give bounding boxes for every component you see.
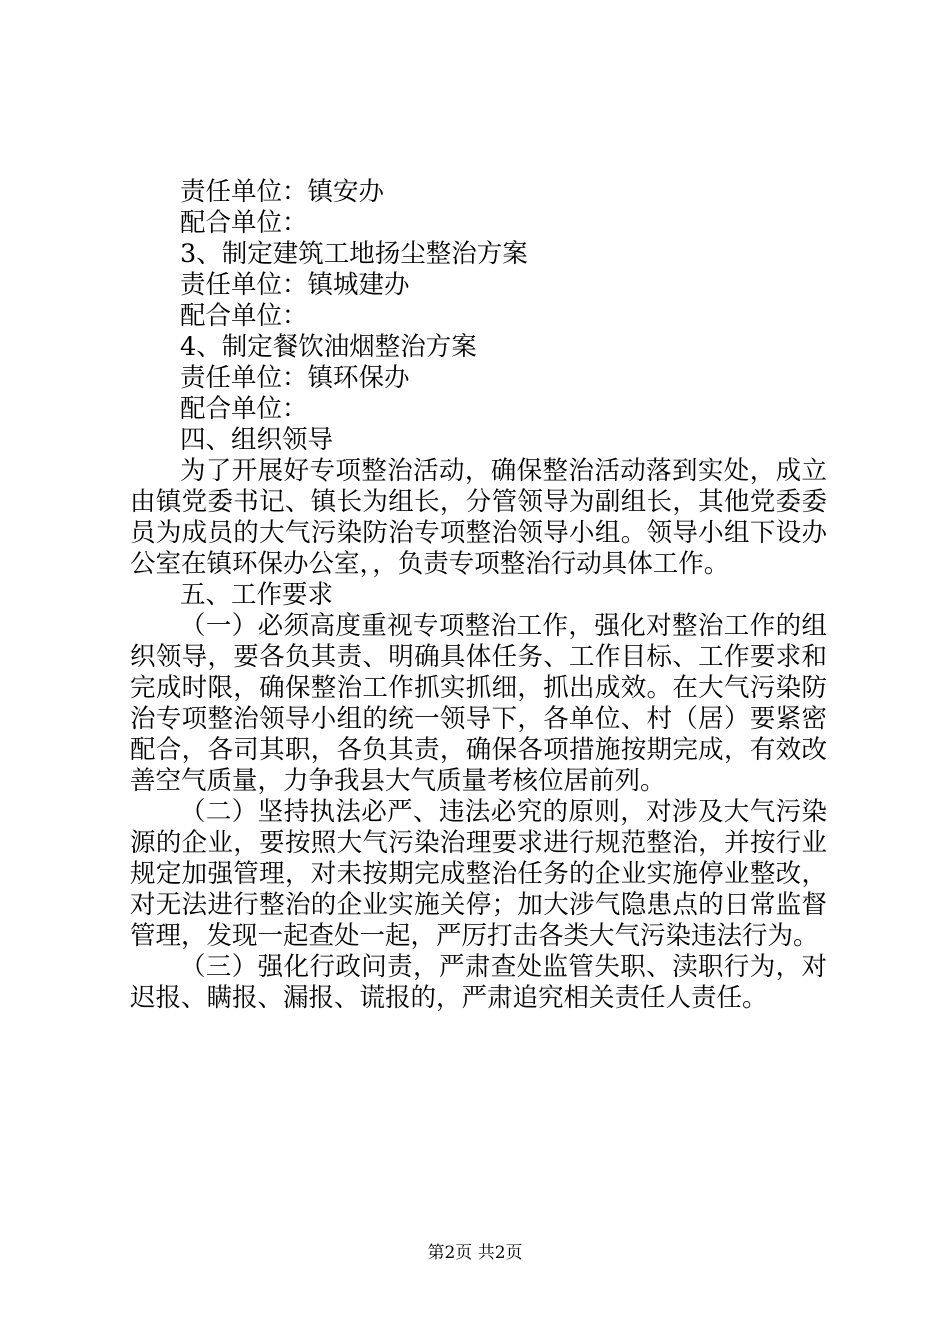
item-4-heading: 4、制定餐饮油烟整治方案 — [180, 332, 477, 362]
requirement-3-line: （三）强化行政问责，严肃查处监管失职、渎职行为，对 — [180, 952, 827, 982]
section-4-heading: 四、组织领导 — [180, 425, 334, 455]
requirement-1-line: 织领导，要各负其责、明确具体任务、工作目标、工作要求和 — [130, 642, 827, 672]
requirement-2-line: 对无法进行整治的企业实施关停；加大涉气隐患点的日常监督 — [130, 890, 827, 920]
responsible-unit-environment: 责任单位：镇环保办 — [180, 363, 410, 393]
requirement-2-line: 管理，发现一起查处一起，严厉打击各类大气污染违法行为。 — [130, 921, 819, 951]
leadership-paragraph-line: 由镇党委书记、镇长为组长，分管领导为副组长，其他党委委 — [130, 487, 827, 517]
requirement-1-line: 完成时限，确保整治工作抓实抓细，抓出成效。在大气污染防 — [130, 673, 827, 703]
page-number-footer: 第2页 共2页 — [427, 1243, 523, 1263]
requirement-2-line: （二）坚持执法必严、违法必究的原则，对涉及大气污染 — [180, 797, 827, 827]
requirement-2-line: 源的企业，要按照大气污染治理要求进行规范整治，并按行业 — [130, 828, 827, 858]
requirement-2-line: 规定加强管理，对未按期完成整治任务的企业实施停业整改， — [130, 859, 827, 889]
section-5-heading: 五、工作要求 — [180, 580, 334, 610]
requirement-1-line: （一）必须高度重视专项整治工作，强化对整治工作的组 — [180, 611, 827, 641]
responsible-unit-construction: 责任单位：镇城建办 — [180, 270, 410, 300]
requirement-3-line: 迟报、瞒报、漏报、谎报的，严肃追究相关责任人责任。 — [130, 983, 768, 1013]
cooperating-unit-3: 配合单位： — [180, 394, 308, 424]
requirement-1-line: 治专项整治领导小组的统一领导下，各单位、村（居）要紧密 — [130, 704, 827, 734]
leadership-paragraph-line: 员为成员的大气污染防治专项整治领导小组。领导小组下设办 — [130, 518, 827, 548]
cooperating-unit-2: 配合单位： — [180, 301, 308, 331]
cooperating-unit-1: 配合单位： — [180, 208, 308, 238]
responsible-unit-safety: 责任单位：镇安办 — [180, 177, 385, 207]
leadership-paragraph-line: 公室在镇环保办公室，，负责专项整治行动具体工作。 — [130, 549, 730, 579]
leadership-paragraph-line: 为了开展好专项整治活动，确保整治活动落到实处，成立 — [180, 456, 827, 486]
requirement-1-line: 配合，各司其职，各负其责，确保各项措施按期完成，有效改 — [130, 735, 827, 765]
item-3-heading: 3、制定建筑工地扬尘整治方案 — [180, 239, 528, 269]
requirement-1-line: 善空气质量，力争我县大气质量考核位居前列。 — [130, 766, 666, 796]
